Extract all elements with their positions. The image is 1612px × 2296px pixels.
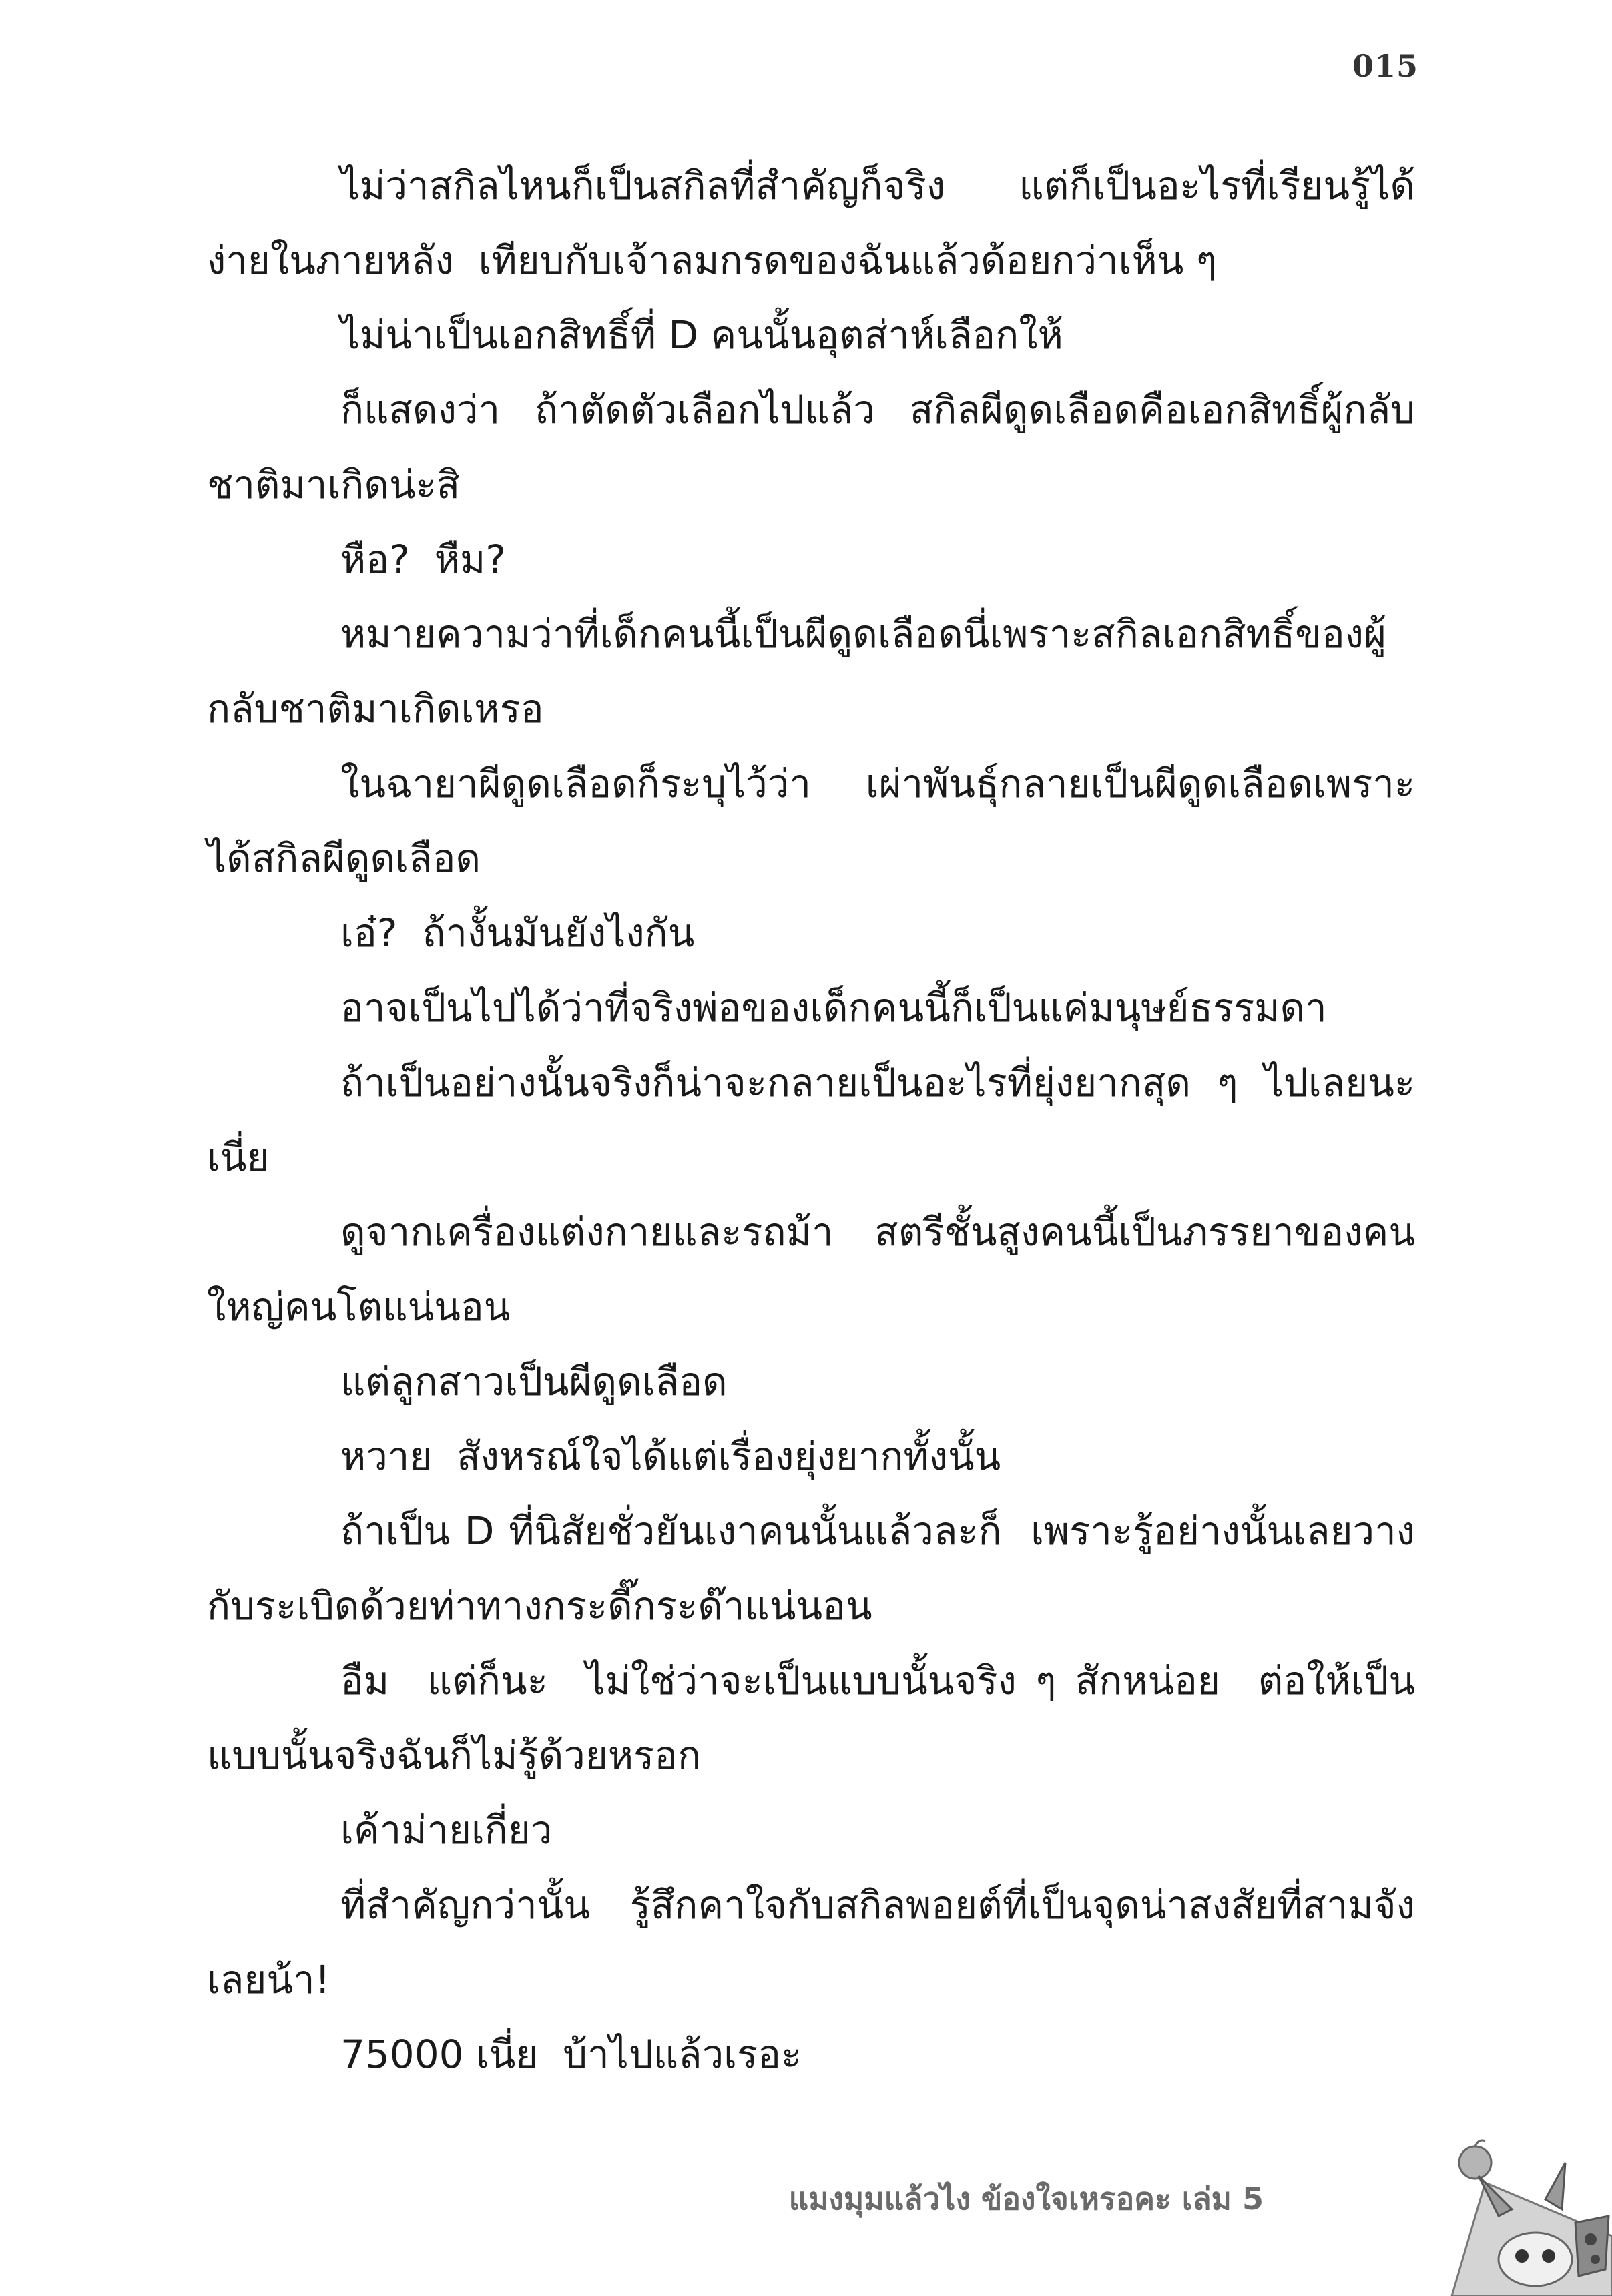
paragraph: หมายความว่าที่เด็กคนนี้เป็นผีดูดเลือดนี่เพราะสกิลเอกสิทธิ์ของผู้กลับชาติมาเกิดเหรอ [207,611,1386,732]
paragraph: เค้าม่ายเกี่ยว [340,1807,553,1853]
paragraph: ไม่น่าเป็นเอกสิทธิ์ที่ D คนนั้นอุตส่าห์เลือกให้ [340,312,1063,358]
paragraph: ที่สำคัญกว่านั้น รู้สึกคาใจกับสกิลพอยต์ที่เป็นจุดน่าสงสัยที่สามจังเลยน้า! [207,1882,1415,2002]
paragraph: แต่ลูกสาวเป็นผีดูดเลือด [340,1359,728,1404]
paragraph: หือ? หืม? [340,537,506,582]
paragraph: ไม่ว่าสกิลไหนก็เป็นสกิลที่สำคัญก็จริง แต่ก็เป็นอะไรที่เรียนรู้ได้ง่ายในภายหลัง เทียบกับเจ้าลมกรดของฉันแล้วด้อยกว่าเห็น ๆ [207,163,1415,283]
running-footer: แมงมุมแล้วไง ข้องใจเหรอคะ เล่ม 5 [788,2181,1264,2217]
paragraph: ดูจากเครื่องแต่งกายและรถม้า สตรีชั้นสูงคนนี้เป็นภรรยาของคนใหญ่คนโตแน่นอน [207,1209,1415,1330]
page-number: 015 [1352,48,1418,84]
paragraph: หวาย สังหรณ์ใจได้แต่เรื่องยุ่งยากทั้งนั้น [340,1434,1001,1479]
paragraph: เอ๋? ถ้างั้นมันยังไงกัน [340,910,695,956]
paragraph: ถ้าเป็นอย่างนั้นจริงก็น่าจะกลายเป็นอะไรที่ยุ่งยากสุด ๆ ไปเลยนะเนี่ย [207,1060,1415,1180]
body-text [207,148,1415,2092]
corner-illustration [1412,2136,1612,2296]
paragraph: ในฉายาผีดูดเลือดก็ระบุไว้ว่า เผ่าพันธุ์กลายเป็นผีดูดเลือดเพราะได้สกิลผีดูดเลือด [207,761,1415,881]
paragraph: ก็แสดงว่า ถ้าตัดตัวเลือกไปแล้ว สกิลผีดูดเลือดคือเอกสิทธิ์ผู้กลับชาติมาเกิดน่ะสิ [207,387,1415,507]
paragraph: ถ้าเป็น D ที่นิสัยชั่วยันเงาคนนั้นแล้วละก็ เพราะรู้อย่างนั้นเลยวางกับระเบิดด้วยท่าทางกระดี๊กระด๊าแน่นอน [207,1508,1415,1629]
paragraph: อาจเป็นไปได้ว่าที่จริงพ่อของเด็กคนนี้ก็เป็นแค่มนุษย์ธรรมดา [340,985,1327,1031]
paragraph: 75000 เนี่ย บ้าไปแล้วเรอะ [340,2032,802,2077]
paragraph: อืม แต่ก็นะ ไม่ใช่ว่าจะเป็นแบบนั้นจริง ๆ สักหน่อย ต่อให้เป็นแบบนั้นจริงฉันก็ไม่รู้ด้วยหรอก [207,1658,1415,1778]
